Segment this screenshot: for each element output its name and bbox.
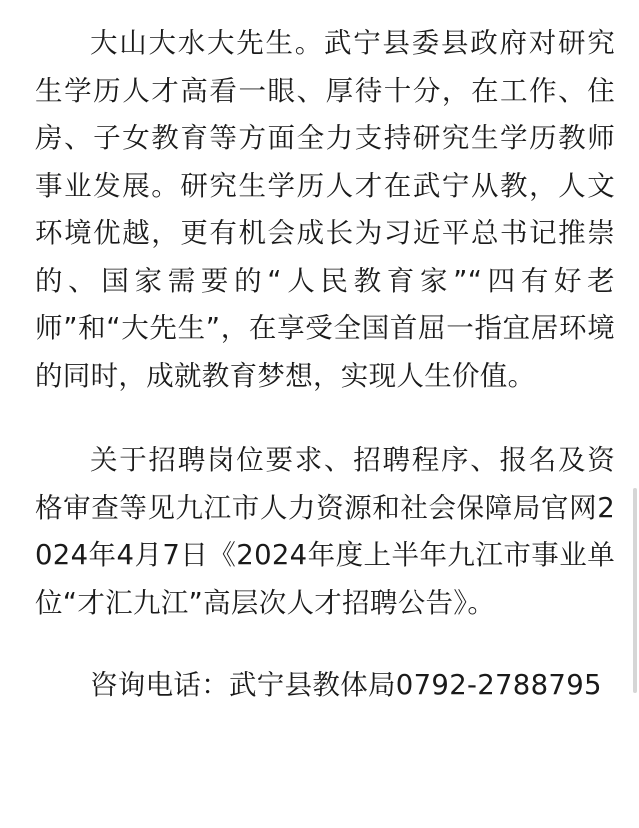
article-body [35, 20, 615, 710]
scrollbar-thumb[interactable] [633, 488, 637, 693]
contact-phone: 咨询电话：武宁县教体局0792-2788795 [90, 669, 602, 701]
paragraph-talent-support: 大山大水大先生。武宁县委县政府对研究生学历人才高看一眼、厚待十分，在工作、住房、子女教育等方面全力支持研究生学历教师事业发展。研究生学历人才在武宁从教，人文环境优越，更有机会成长为习近平总书记推崇的、国家需要的“人民教育家”“四有好老师”和“大先生”，在享受全国首屈一指宜居环境的同时，成就教育梦想，实现人生价值。 [35, 27, 615, 392]
paragraph-recruitment-info: 关于招聘岗位要求、招聘程序、报名及资格审查等见九江市人力资源和社会保障局官网2024年4月7日《2024年度上半年九江市事业单位“才汇九江”高层次人才招聘公告》。 [35, 444, 615, 619]
